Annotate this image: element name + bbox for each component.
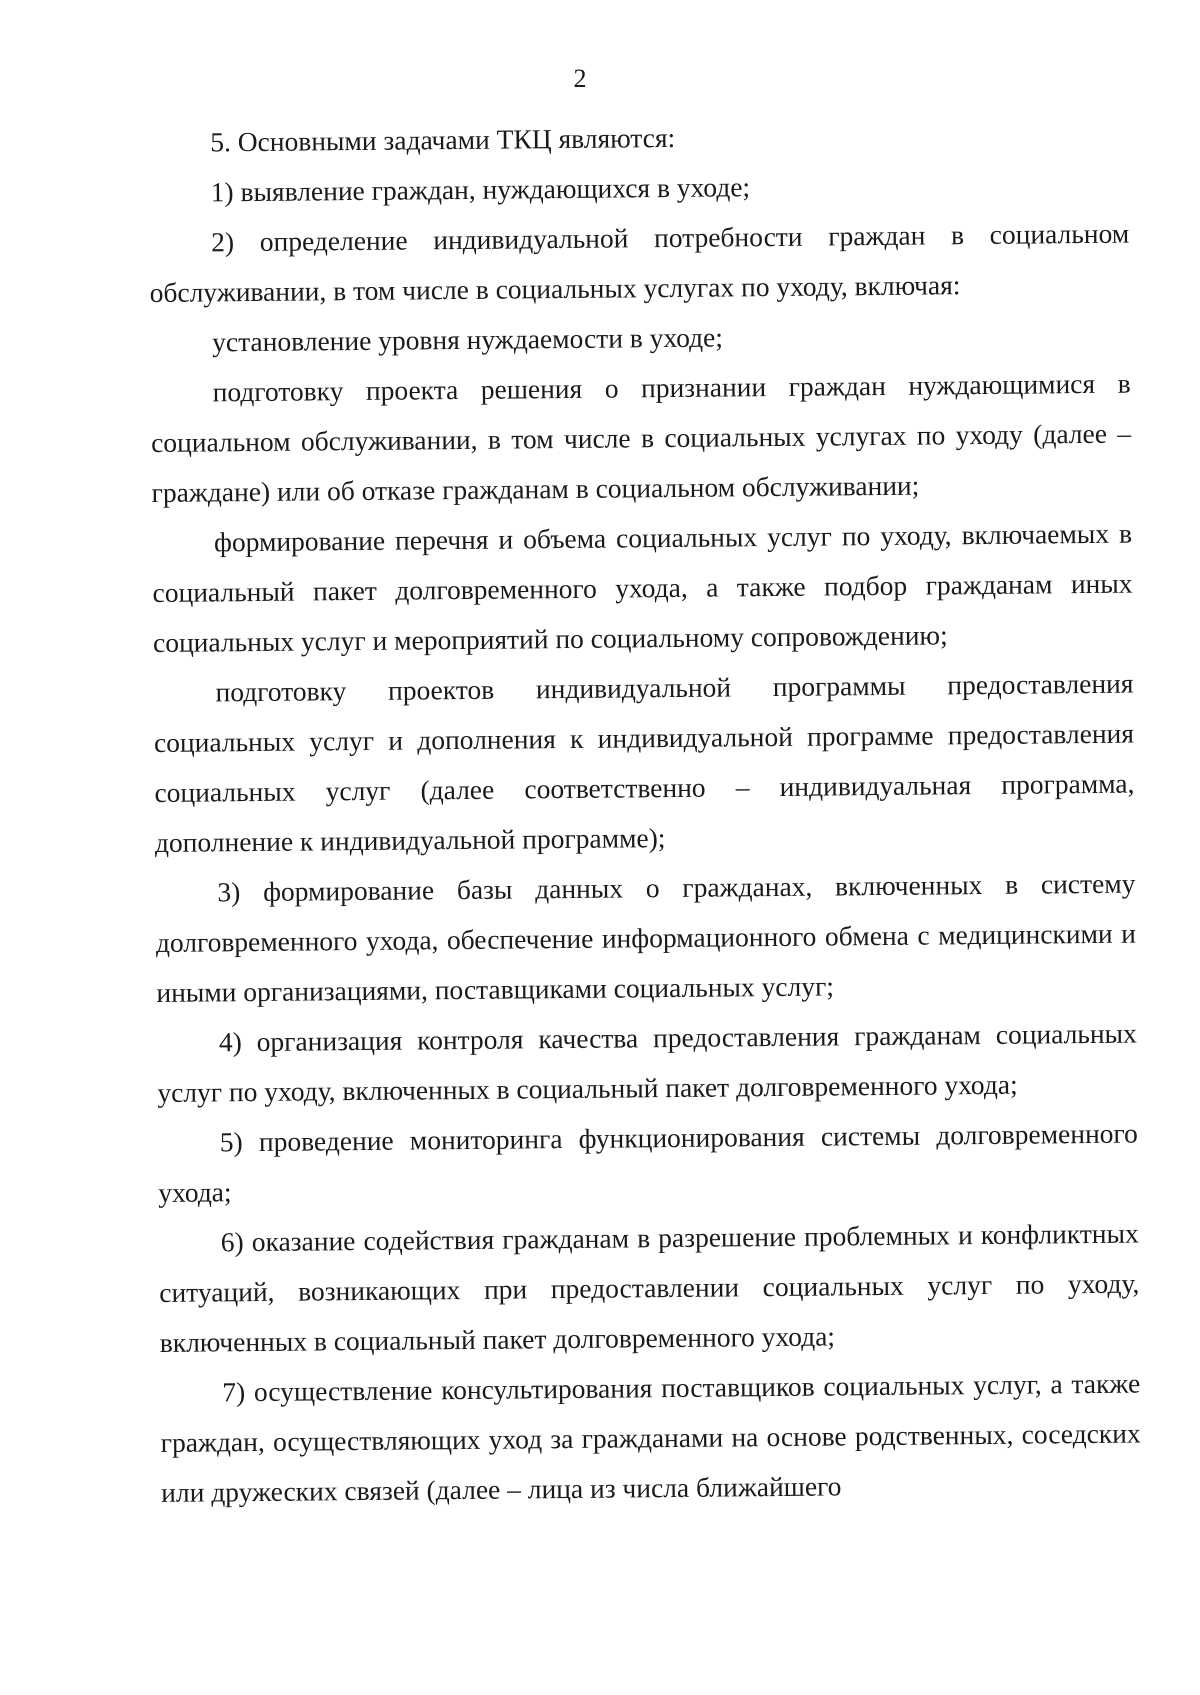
paragraph-task-4: 4) организация контроля качества предоставления гражданам социальных услуг по уходу, включенных в социальный пакет долговременного ухода; bbox=[157, 1017, 1137, 1108]
paragraph-task-2-item-4: подготовку проектов индивидуальной программы предоставления социальных услуг и дополнения к индивидуальной программе предоставления социальных услуг (далее соответственно – индивидуальная программа, дополнение к индивидуальной программе); bbox=[153, 667, 1135, 858]
paragraph-task-7: 7) осуществление консультирования поставщиков социальных услуг, а также граждан, осуществляющих уход за гражданами на основе родственных, соседских или дружеских связей (далее – лица из числа ближайшего bbox=[160, 1367, 1141, 1508]
paragraph-task-6: 6) оказание содействия гражданам в разрешение проблемных и конфликтных ситуаций, возникающих при предоставлении социальных услуг по уходу, включенных в социальный пакет долговременного ухода; bbox=[159, 1217, 1140, 1358]
paragraph-task-5: 5) проведение мониторинга функционирования системы долговременного ухода; bbox=[158, 1117, 1138, 1208]
paragraph-task-2-item-1: установление уровня нуждаемости в уходе; bbox=[212, 321, 724, 358]
page-number: 2 bbox=[573, 64, 587, 93]
paragraph-task-2: 2) определение индивидуальной потребности граждан в социальном обслуживании, в том числе в социальных услугах по уходу, включая: bbox=[149, 217, 1130, 308]
paragraph-task-3: 3) формирование базы данных о гражданах, включенных в систему долговременного ухода, обеспечение информационного обмена с медицинскими и иными организациями, поставщиками социальных услуг; bbox=[155, 867, 1137, 1008]
document-body bbox=[148, 109, 1141, 1518]
paragraph-tasks-heading: 5. Основными задачами ТКЦ являются: bbox=[210, 121, 676, 158]
paragraph-task-2-item-2: подготовку проекта решения о признании граждан нуждающимися в социальном обслуживании, в том числе в социальных услугах по уходу (далее – граждане) или об отказе гражданам в социальном обслуживании; bbox=[150, 367, 1132, 508]
paragraph-task-1: 1) выявление граждан, нуждающихся в уходе; bbox=[210, 171, 751, 208]
paragraph-task-2-item-3: формирование перечня и объема социальных услуг по уходу, включаемых в социальный пакет долговременного ухода, а также подбор гражданам иных социальных услуг и мероприятий по социальному сопровождению; bbox=[152, 517, 1133, 658]
